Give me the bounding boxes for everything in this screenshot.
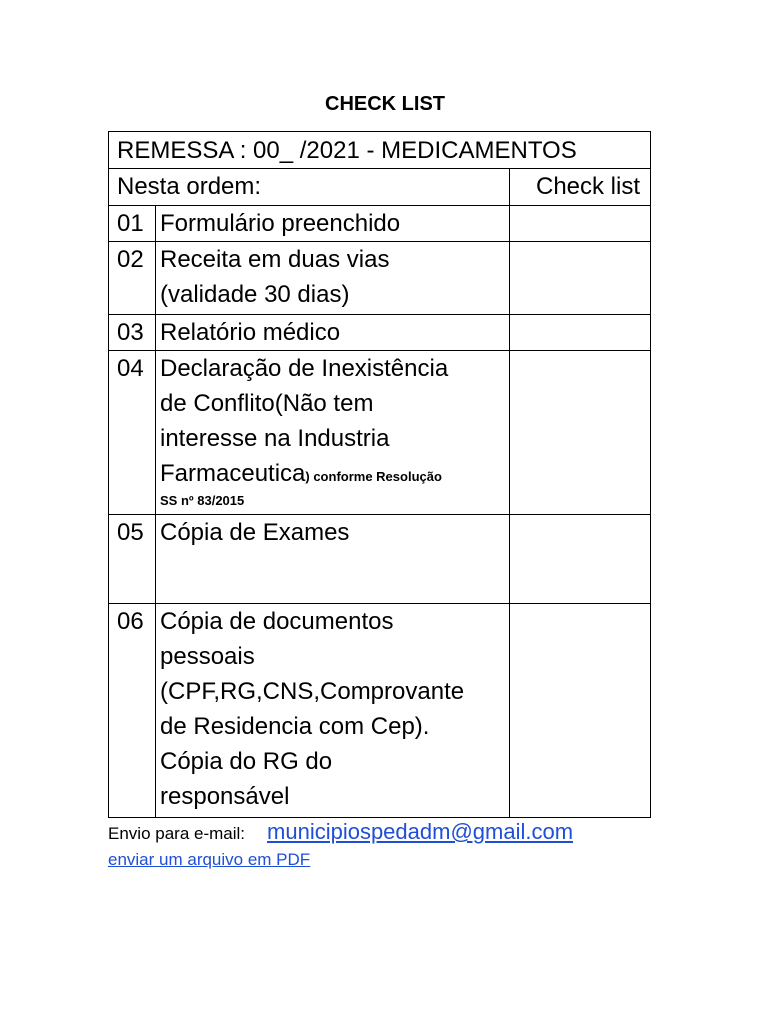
pdf-instruction-link[interactable]: enviar um arquivo em PDF <box>108 850 311 869</box>
item-description <box>156 351 510 515</box>
table-row <box>109 604 651 818</box>
resolution-inline-text: ) conforme Resolução <box>305 469 442 484</box>
item-description <box>156 206 510 242</box>
item-text-line: de Conflito(Não tem <box>160 390 374 417</box>
item-text-line: (CPF,RG,CNS,Comprovante <box>160 678 465 705</box>
check-cell[interactable] <box>510 351 651 515</box>
table-header-row <box>109 132 651 169</box>
item-text-line: Formulário preenchido <box>160 210 401 237</box>
item-text-line: Cópia de Exames <box>160 519 350 546</box>
resolution-number-text: SS nº 83/2015 <box>160 493 245 508</box>
check-list-label: Check list <box>510 169 651 206</box>
item-text-line: responsável <box>160 783 290 810</box>
item-number: 04 <box>109 351 156 515</box>
order-label: Nesta ordem: <box>109 169 510 206</box>
item-text-line: Relatório médico <box>160 319 341 346</box>
item-description <box>156 515 510 604</box>
table-row <box>109 315 651 351</box>
item-text-line: Declaração de Inexistência <box>160 355 449 382</box>
table-row <box>109 351 651 515</box>
email-line <box>108 818 573 848</box>
item-description <box>156 604 510 818</box>
table-row <box>109 515 651 604</box>
item-text-line: Farmaceutica <box>160 460 306 487</box>
item-description <box>156 315 510 351</box>
item-text-line: pessoais <box>160 643 255 670</box>
item-text-line: (validade 30 dias) <box>160 281 350 308</box>
item-text-line: interesse na Industria <box>160 425 390 452</box>
item-text-line: Cópia do RG do <box>160 748 333 775</box>
item-description <box>156 242 510 315</box>
item-number: 03 <box>109 315 156 351</box>
email-link[interactable]: municipiospedadm@gmail.com <box>267 819 574 844</box>
item-number: 06 <box>109 604 156 818</box>
column-header-row <box>109 169 651 206</box>
item-text-line: Receita em duas vias <box>160 246 390 273</box>
check-cell[interactable] <box>510 604 651 818</box>
item-number: 01 <box>109 206 156 242</box>
page-title: CHECK LIST <box>325 93 445 115</box>
item-text-line: Cópia de documentos <box>160 608 394 635</box>
check-cell[interactable] <box>510 515 651 604</box>
remessa-header: REMESSA : 00_ /2021 - MEDICAMENTOS <box>109 132 651 169</box>
checklist-table <box>108 131 651 818</box>
check-cell[interactable] <box>510 315 651 351</box>
item-text-line: de Residencia com Cep). <box>160 713 430 740</box>
item-number: 02 <box>109 242 156 315</box>
item-number: 05 <box>109 515 156 604</box>
table-row <box>109 242 651 315</box>
check-cell[interactable] <box>510 206 651 242</box>
table-row <box>109 206 651 242</box>
email-label: Envio para e-mail: <box>108 824 246 843</box>
check-cell[interactable] <box>510 242 651 315</box>
